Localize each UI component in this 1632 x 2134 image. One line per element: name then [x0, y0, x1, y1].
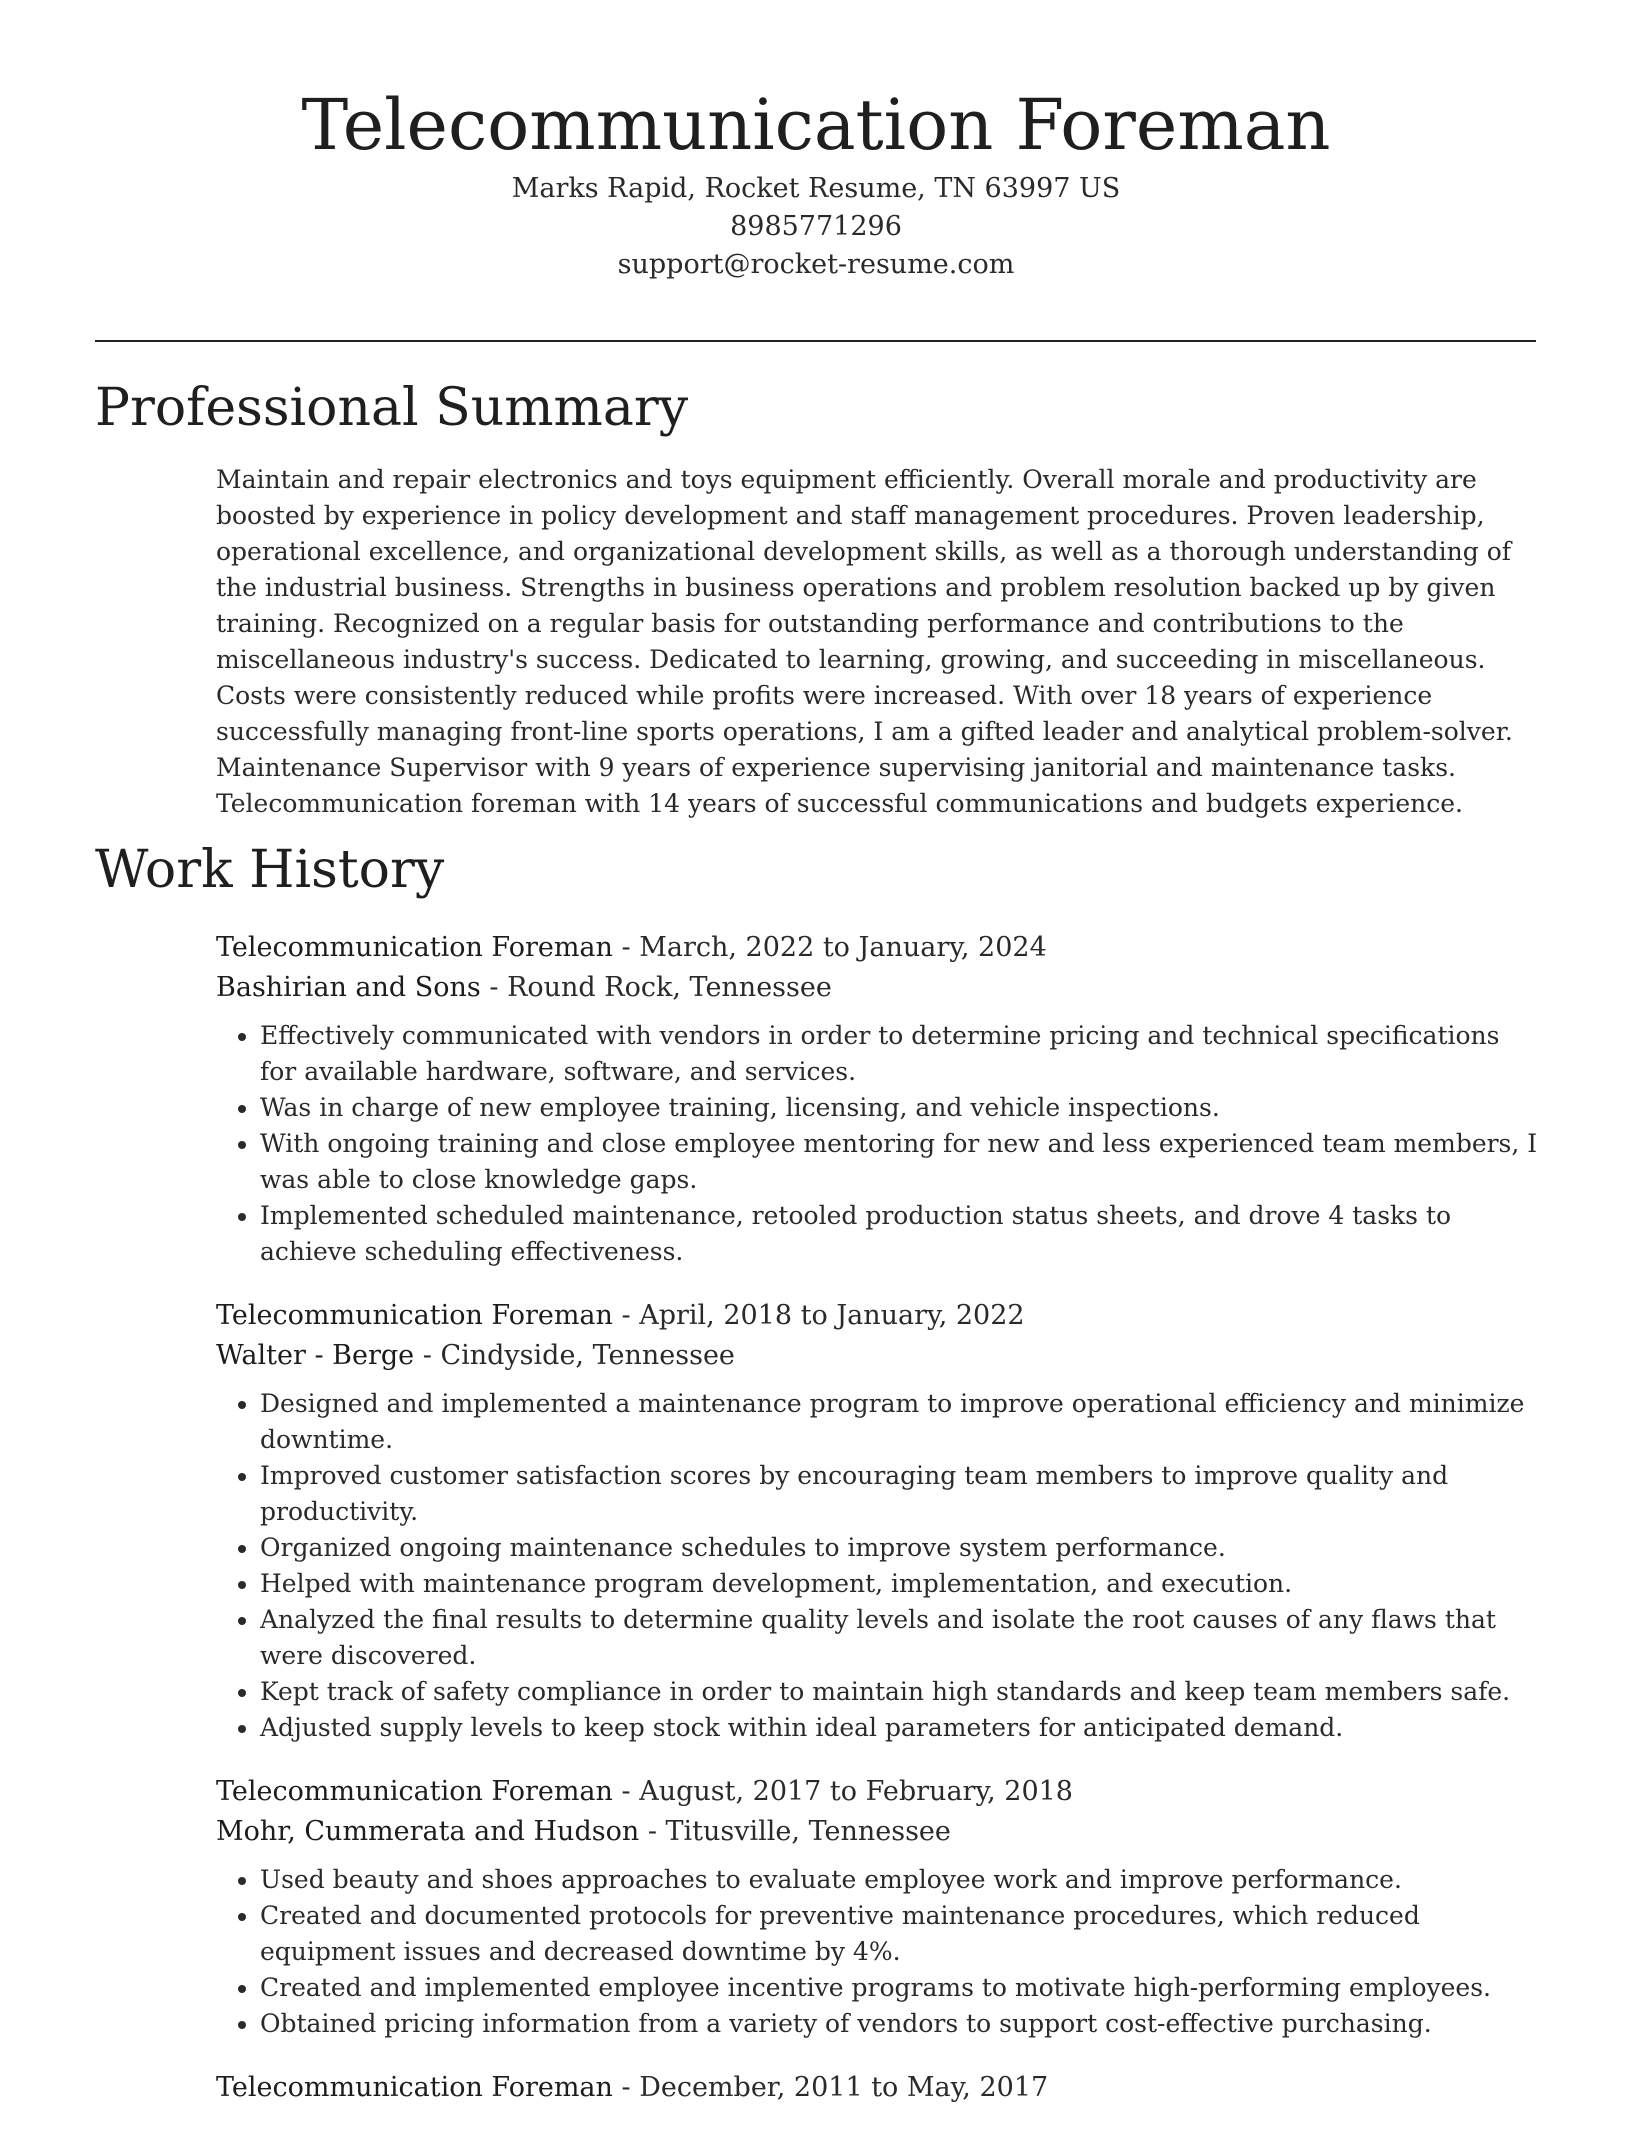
contact-phone: 8985771296	[730, 211, 902, 242]
job-location: - Cindyside, Tennessee	[414, 1340, 735, 1371]
job-bullet: • Helped with maintenance program development, implementation, and execution.	[260, 1566, 1541, 1602]
job-title: Telecommunication Foreman	[216, 2072, 613, 2103]
job-location: - Titusville, Tennessee	[639, 1816, 951, 1847]
job-bullet: • Kept track of safety compliance in order to maintain high standards and keep team members safe.	[260, 1674, 1541, 1710]
resume-header	[0, 80, 1632, 284]
job-dates: - April, 2018 to January, 2022	[612, 1300, 1025, 1331]
summary-heading: Professional Summary	[95, 378, 689, 438]
summary-text: Maintain and repair electronics and toys equipment efficiently. Overall morale and productivity are boosted by experience in policy development and staff management procedures. Proven leadership, operational excellence, and organizational development skills, as well as a thorough understanding of the industrial business. Strengths in business operations and problem resolution backed up by given training. Recognized on a regular basis for outstanding performance and contributions to the miscellaneous industry's success. Dedicated to learning, growing, and succeeding in miscellaneous. Costs were consistently reduced while profits were increased. With over 18 years of experience successfully managing front-line sports operations, I am a gifted leader and analytical problem-solver. Maintenance Supervisor with 9 years of experience supervising janitorial and maintenance tasks. Telecommunication foreman with 14 years of successful communications and budgets experience.	[216, 465, 1513, 818]
job-bullets	[216, 1018, 1541, 1270]
work-history-list	[216, 928, 1541, 2134]
job-bullet: • Created and implemented employee incentive programs to motivate high-performing employees.	[260, 1970, 1541, 2006]
job-title-line	[216, 2068, 1541, 2108]
job-title: Telecommunication Foreman	[216, 1776, 613, 1807]
job-bullets	[216, 1862, 1541, 2042]
job-title-line	[216, 928, 1541, 968]
job-entry	[216, 2068, 1541, 2108]
job-entry	[216, 1772, 1541, 2042]
contact-email: support@rocket-resume.com	[617, 249, 1015, 280]
job-bullet: • Used beauty and shoes approaches to evaluate employee work and improve performance.	[260, 1862, 1541, 1898]
job-title-line	[216, 1772, 1541, 1812]
contact-block	[0, 170, 1632, 284]
job-bullet: • Adjusted supply levels to keep stock within ideal parameters for anticipated demand.	[260, 1710, 1541, 1746]
job-company: Mohr, Cummerata and Hudson	[216, 1816, 640, 1847]
job-bullet: • Effectively communicated with vendors in order to determine pricing and technical specifications for available hardware, software, and services.	[260, 1018, 1541, 1090]
job-bullet: • Improved customer satisfaction scores by encouraging team members to improve quality and productivity.	[260, 1458, 1541, 1530]
job-bullet: • Organized ongoing maintenance schedules to improve system performance.	[260, 1530, 1541, 1566]
job-entry	[216, 928, 1541, 1270]
job-bullet: • Implemented scheduled maintenance, retooled production status sheets, and drove 4 tasks to achieve scheduling effectiveness.	[260, 1198, 1541, 1270]
job-title: Telecommunication Foreman	[216, 1300, 613, 1331]
job-company-line	[216, 1812, 1541, 1852]
job-dates: - August, 2017 to February, 2018	[612, 1776, 1073, 1807]
job-location: - Round Rock, Tennessee	[480, 972, 832, 1003]
job-company-line	[216, 968, 1541, 1008]
job-entry	[216, 1296, 1541, 1746]
job-company: Bashirian and Sons	[216, 972, 481, 1003]
job-bullet: • Analyzed the final results to determine quality levels and isolate the root causes of any flaws that were discovered.	[260, 1602, 1541, 1674]
job-dates: - December, 2011 to May, 2017	[612, 2072, 1049, 2103]
job-company: Walter - Berge	[216, 1340, 415, 1371]
job-bullet: • With ongoing training and close employee mentoring for new and less experienced team members, I was able to close knowledge gaps.	[260, 1126, 1541, 1198]
header-divider	[95, 340, 1536, 342]
job-company-line	[216, 1336, 1541, 1376]
work-history-heading: Work History	[95, 840, 445, 900]
job-bullet: • Was in charge of new employee training, licensing, and vehicle inspections.	[260, 1090, 1541, 1126]
job-title-line	[216, 1296, 1541, 1336]
contact-address: Marks Rapid, Rocket Resume, TN 63997 US	[511, 173, 1121, 204]
job-title: Telecommunication Foreman	[216, 932, 613, 963]
candidate-name: Telecommunication Foreman	[301, 84, 1331, 166]
job-dates: - March, 2022 to January, 2024	[612, 932, 1047, 963]
job-bullet: • Obtained pricing information from a variety of vendors to support cost-effective purchasing.	[260, 2006, 1541, 2042]
job-bullet: • Designed and implemented a maintenance program to improve operational efficiency and minimize downtime.	[260, 1386, 1541, 1458]
job-bullets	[216, 1386, 1541, 1746]
job-bullet: • Created and documented protocols for preventive maintenance procedures, which reduced equipment issues and decreased downtime by 4%.	[260, 1898, 1541, 1970]
